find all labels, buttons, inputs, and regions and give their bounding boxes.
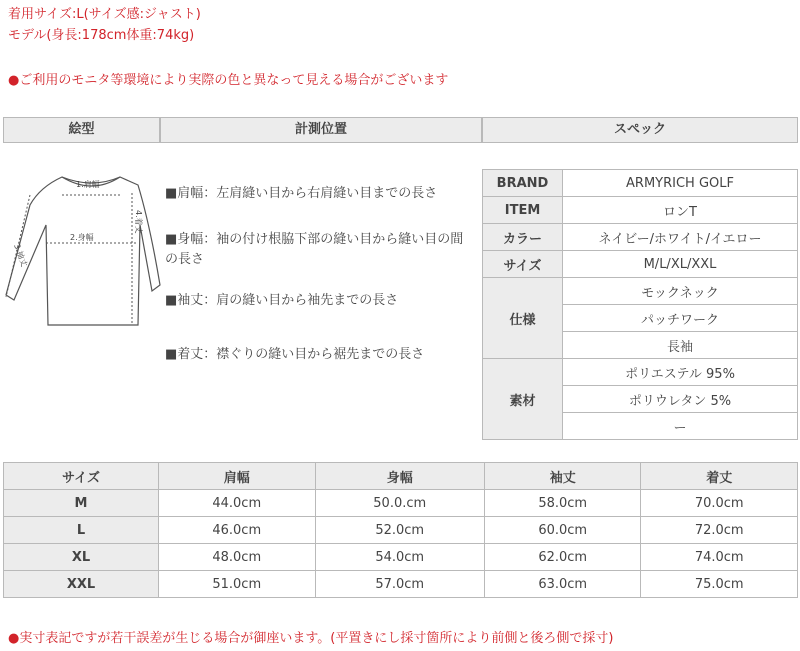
model-body-text: モデル(身長:178cm体重:74kg)	[8, 28, 195, 43]
header-measurement-position: 計測位置	[160, 117, 482, 143]
spec-value: ポリウレタン 5%	[563, 386, 798, 413]
table-cell: 48.0cm	[159, 544, 316, 571]
table-cell: 62.0cm	[484, 544, 641, 571]
spec-row-brand	[483, 170, 798, 197]
size-label: L	[4, 517, 159, 544]
spec-label: カラー	[483, 224, 563, 251]
table-cell: 54.0cm	[315, 544, 484, 571]
spec-value: ARMYRICH GOLF	[563, 170, 798, 197]
spec-label: BRAND	[483, 170, 563, 197]
table-cell: 75.0cm	[641, 571, 798, 598]
spec-value: ネイビー/ホワイト/イエロー	[563, 224, 798, 251]
diagram-label-width: 2.身幅	[70, 233, 94, 242]
diagram-label-length: 4.着丈	[134, 210, 143, 234]
spec-row-color	[483, 224, 798, 251]
header-spec: スペック	[482, 117, 798, 143]
measurement-notice: ●実寸表記ですが若干誤差が生じる場合が御座います。(平置きにし採寸箇所により前側と後ろ側で採寸)	[8, 631, 614, 646]
spec-value: 長袖	[563, 332, 798, 359]
model-size-text: 着用サイズ:L(サイズ感:ジャスト)	[8, 7, 201, 22]
table-cell: 60.0cm	[484, 517, 641, 544]
spec-value: ロンT	[563, 197, 798, 224]
table-cell: 72.0cm	[641, 517, 798, 544]
table-cell: 46.0cm	[159, 517, 316, 544]
measurement-body-width: ■身幅：袖の付け根脇下部の縫い目から縫い目の間の長さ	[165, 232, 464, 267]
spec-value: M/L/XL/XXL	[563, 251, 798, 278]
spec-value: モックネック	[563, 278, 798, 305]
size-header-sleeve: 袖丈	[484, 463, 641, 490]
table-row	[4, 544, 798, 571]
section-header	[0, 117, 800, 143]
spec-value: パッチワーク	[563, 305, 798, 332]
measurement-sleeve: ■袖丈：肩の縫い目から袖先までの長さ	[165, 293, 399, 308]
spec-label: ITEM	[483, 197, 563, 224]
spec-label: 仕様	[483, 278, 563, 359]
table-row	[4, 571, 798, 598]
spec-table	[482, 169, 798, 440]
diagram-label-sleeve: 3.袖丈	[12, 242, 29, 268]
table-row	[4, 490, 798, 517]
table-cell: 58.0cm	[484, 490, 641, 517]
measurement-length: ■着丈：襟ぐりの縫い目から裾先までの長さ	[165, 347, 425, 362]
spec-row-material	[483, 359, 798, 386]
diagram-label-shoulder: 1.肩幅	[76, 180, 100, 189]
table-cell: 50.0.cm	[315, 490, 484, 517]
table-cell: 57.0cm	[315, 571, 484, 598]
garment-diagram	[0, 165, 170, 340]
size-label: XL	[4, 544, 159, 571]
header-illustration: 絵型	[3, 117, 160, 143]
shirt-illustration	[0, 165, 170, 340]
table-cell: 74.0cm	[641, 544, 798, 571]
spec-label: サイズ	[483, 251, 563, 278]
size-header-shoulder: 肩幅	[159, 463, 316, 490]
spec-row-item	[483, 197, 798, 224]
size-header-width: 身幅	[315, 463, 484, 490]
size-table-header	[4, 463, 798, 490]
table-cell: 44.0cm	[159, 490, 316, 517]
spec-row-features	[483, 278, 798, 305]
table-cell: 52.0cm	[315, 517, 484, 544]
measurement-shoulder: ■肩幅：左肩縫い目から右肩縫い目までの長さ	[165, 186, 438, 201]
size-header-length: 着丈	[641, 463, 798, 490]
table-cell: 70.0cm	[641, 490, 798, 517]
table-cell: 63.0cm	[484, 571, 641, 598]
table-row	[4, 517, 798, 544]
table-cell: 51.0cm	[159, 571, 316, 598]
size-label: M	[4, 490, 159, 517]
size-header-size: サイズ	[4, 463, 159, 490]
spec-value: ー	[563, 413, 798, 440]
size-table	[3, 462, 798, 598]
color-notice: ●ご利用のモニタ等環境により実際の色と異なって見える場合がございます	[8, 73, 449, 88]
spec-row-size	[483, 251, 798, 278]
spec-label: 素材	[483, 359, 563, 440]
spec-value: ポリエステル 95%	[563, 359, 798, 386]
size-label: XXL	[4, 571, 159, 598]
